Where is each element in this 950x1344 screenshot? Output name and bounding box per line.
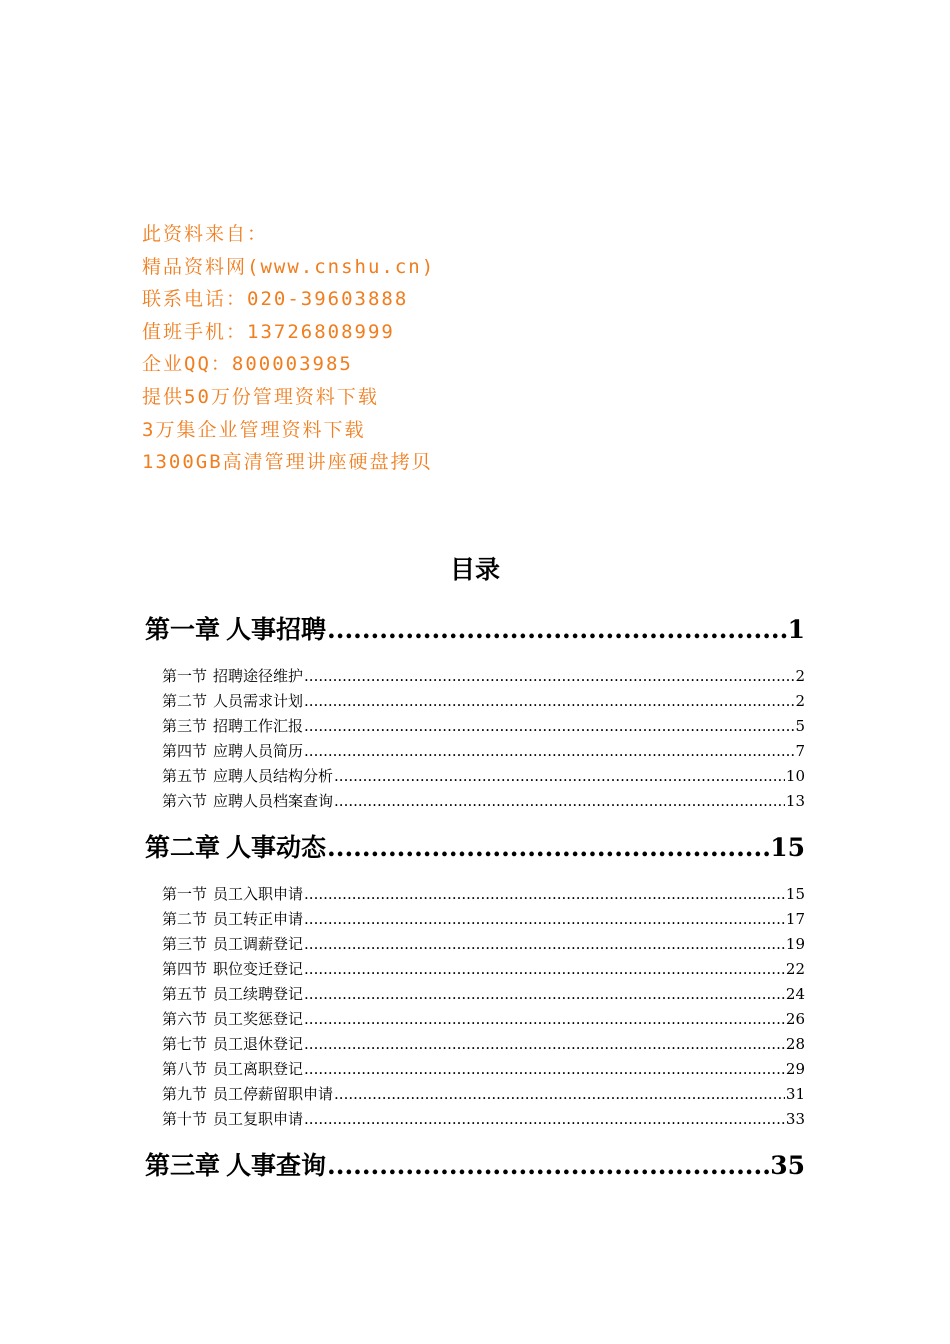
section-title: 职位变迁登记 xyxy=(213,960,304,978)
section-page: 33 xyxy=(785,1110,805,1128)
section-page: 19 xyxy=(785,935,805,953)
section-number: 第五节 xyxy=(162,767,208,785)
section-title: 员工奖惩登记 xyxy=(213,1010,304,1028)
section-number: 第四节 xyxy=(162,960,208,978)
chapter-page: 35 xyxy=(770,1151,805,1180)
toc-section[interactable] xyxy=(162,959,805,979)
section-page: 24 xyxy=(785,985,805,1003)
leader-dots xyxy=(304,741,794,761)
section-title: 员工转正申请 xyxy=(213,910,304,928)
toc-section[interactable] xyxy=(162,909,805,929)
section-page: 28 xyxy=(785,1035,805,1053)
section-page: 26 xyxy=(785,1010,805,1028)
leader-dots xyxy=(304,1009,785,1029)
section-number: 第四节 xyxy=(162,742,208,760)
leader-dots xyxy=(327,830,769,866)
section-page: 2 xyxy=(795,667,805,685)
section-number: 第一节 xyxy=(162,667,208,685)
website-line: 精品资料网(www.cnshu.cn) xyxy=(142,255,436,278)
section-title: 员工入职申请 xyxy=(213,885,304,903)
chapter-number: 第三章 xyxy=(145,1151,221,1180)
leader-dots xyxy=(327,612,787,648)
toc-section[interactable] xyxy=(162,1034,805,1054)
toc-section[interactable] xyxy=(162,741,805,761)
section-page: 15 xyxy=(785,885,805,903)
section-number: 第五节 xyxy=(162,985,208,1003)
toc-section[interactable] xyxy=(162,1009,805,1029)
section-title: 员工调薪登记 xyxy=(213,935,304,953)
qq-line: 企业QQ：800003985 xyxy=(142,353,353,376)
toc-section[interactable] xyxy=(162,691,805,711)
leader-dots xyxy=(304,1109,785,1129)
section-page: 22 xyxy=(785,960,805,978)
toc-chapter[interactable] xyxy=(145,612,805,648)
section-number: 第六节 xyxy=(162,792,208,810)
section-title: 人员需求计划 xyxy=(213,692,304,710)
toc-section[interactable] xyxy=(162,1109,805,1129)
chapter-page: 15 xyxy=(770,833,805,862)
section-number: 第八节 xyxy=(162,1060,208,1078)
source-notice xyxy=(142,218,435,479)
section-page: 17 xyxy=(785,910,805,928)
section-page: 13 xyxy=(785,792,805,810)
leader-dots xyxy=(304,1034,785,1054)
chapter-number: 第一章 xyxy=(145,615,221,644)
leader-dots xyxy=(334,791,785,811)
section-page: 10 xyxy=(785,767,805,785)
section-number: 第二节 xyxy=(162,910,208,928)
section-title: 员工复职申请 xyxy=(213,1110,304,1128)
section-title: 应聘人员档案查询 xyxy=(213,792,334,810)
section-number: 第九节 xyxy=(162,1085,208,1103)
leader-dots xyxy=(304,884,785,904)
section-number: 第一节 xyxy=(162,885,208,903)
chapter-title: 人事招聘 xyxy=(226,615,327,644)
section-number: 第十节 xyxy=(162,1110,208,1128)
toc-chapter[interactable] xyxy=(145,1148,805,1184)
toc-chapter[interactable] xyxy=(145,830,805,866)
leader-dots xyxy=(304,716,794,736)
section-page: 29 xyxy=(785,1060,805,1078)
section-number: 第三节 xyxy=(162,717,208,735)
toc-section[interactable] xyxy=(162,1059,805,1079)
section-page: 7 xyxy=(795,742,805,760)
section-number: 第三节 xyxy=(162,935,208,953)
toc-section[interactable] xyxy=(162,984,805,1004)
toc-section[interactable] xyxy=(162,884,805,904)
section-title: 招聘工作汇报 xyxy=(213,717,304,735)
toc-section[interactable] xyxy=(162,716,805,736)
leader-dots xyxy=(327,1148,769,1184)
section-page: 2 xyxy=(795,692,805,710)
promo-line: 3万集企业管理资料下载 xyxy=(142,418,366,441)
section-title: 员工停薪留职申请 xyxy=(213,1085,334,1103)
leader-dots xyxy=(304,959,785,979)
chapter-title: 人事查询 xyxy=(226,1151,327,1180)
section-title: 员工离职登记 xyxy=(213,1060,304,1078)
toc-section[interactable] xyxy=(162,766,805,786)
section-title: 招聘途径维护 xyxy=(213,667,304,685)
leader-dots xyxy=(304,934,785,954)
mobile-line: 值班手机：13726808999 xyxy=(142,320,395,343)
leader-dots xyxy=(304,984,785,1004)
promo-line: 提供50万份管理资料下载 xyxy=(142,385,379,408)
leader-dots xyxy=(304,691,794,711)
toc-section[interactable] xyxy=(162,934,805,954)
toc-section[interactable] xyxy=(162,791,805,811)
toc-section[interactable] xyxy=(162,1084,805,1104)
section-title: 应聘人员结构分析 xyxy=(213,767,334,785)
leader-dots xyxy=(304,1059,785,1079)
section-number: 第六节 xyxy=(162,1010,208,1028)
phone-line: 联系电话：020-39603888 xyxy=(142,288,409,311)
promo-line: 1300GB高清管理讲座硬盘拷贝 xyxy=(142,451,433,474)
section-page: 31 xyxy=(785,1085,805,1103)
section-page: 5 xyxy=(795,717,805,735)
leader-dots xyxy=(304,909,785,929)
section-number: 第七节 xyxy=(162,1035,208,1053)
chapter-page: 1 xyxy=(787,615,805,644)
section-title: 员工续聘登记 xyxy=(213,985,304,1003)
toc-title: 目录 xyxy=(449,555,500,584)
source-line: 此资料来自： xyxy=(142,223,269,245)
section-title: 应聘人员简历 xyxy=(213,742,304,760)
leader-dots xyxy=(334,1084,785,1104)
leader-dots xyxy=(304,666,794,686)
section-number: 第二节 xyxy=(162,692,208,710)
chapter-title: 人事动态 xyxy=(226,833,327,862)
toc-section[interactable] xyxy=(162,666,805,686)
leader-dots xyxy=(334,766,785,786)
chapter-number: 第二章 xyxy=(145,833,221,862)
section-title: 员工退休登记 xyxy=(213,1035,304,1053)
